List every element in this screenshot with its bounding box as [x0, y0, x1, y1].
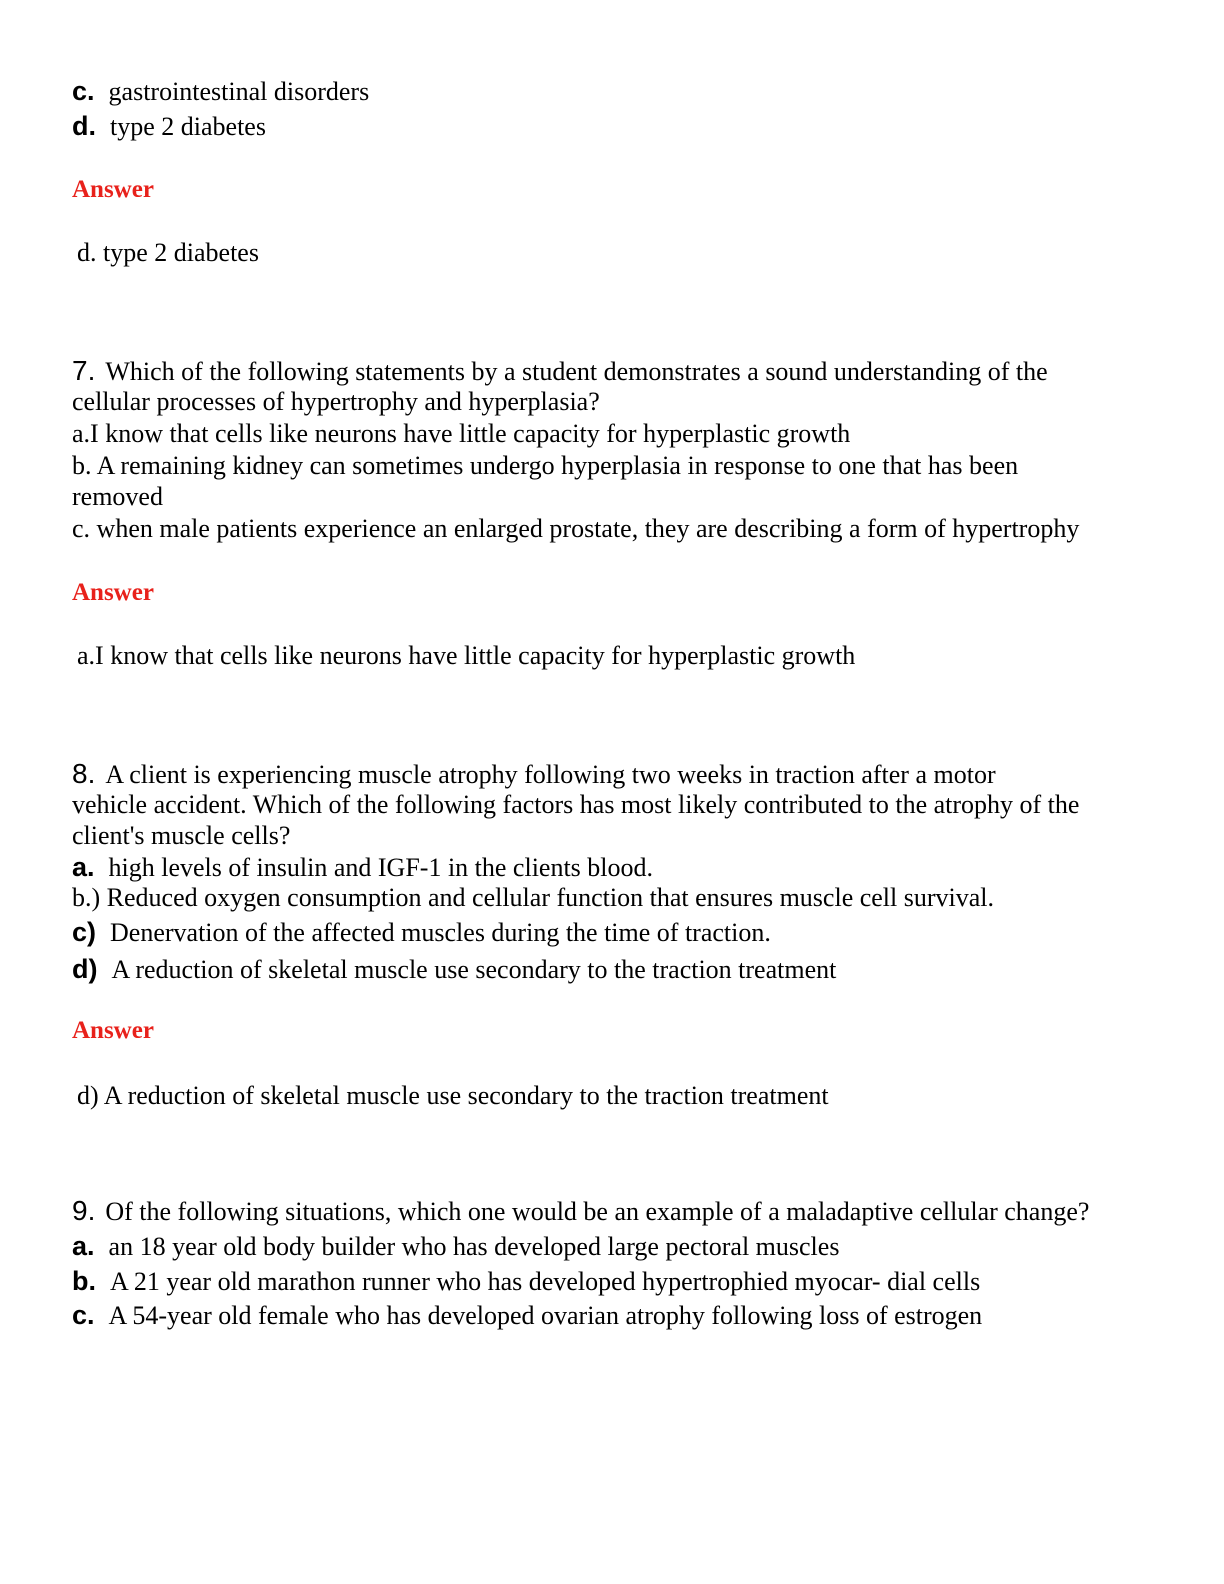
q6-answer-heading: Answer [72, 176, 154, 203]
q9-option-b [72, 1266, 980, 1297]
q9-stem [72, 1196, 1089, 1227]
q8-answer-heading: Answer [72, 1017, 154, 1044]
option-text: gastrointestinal disorders [108, 77, 370, 106]
question-number: 8. [72, 758, 96, 789]
q7-stem [72, 356, 1048, 387]
q8-stem [72, 759, 996, 790]
option-marker: a. [72, 852, 95, 882]
q8-option-d [72, 954, 836, 985]
option-text: an 18 year old body builder who has developed large pectoral muscles [108, 1232, 840, 1261]
q7-option-b: b. A remaining kidney can sometimes undergo hyperplasia in response to one that has been [72, 451, 1019, 480]
stem-text: A client is experiencing muscle atrophy following two weeks in traction after a motor [105, 760, 996, 789]
q7-option-a: a.I know that cells like neurons have little capacity for hyperplastic growth [72, 419, 851, 448]
q8-stem-line2: vehicle accident. Which of the following factors has most likely contributed to the atrophy of the [72, 790, 1080, 819]
q8-answer: d) A reduction of skeletal muscle use secondary to the traction treatment [77, 1081, 829, 1110]
q8-option-b: b.) Reduced oxygen consumption and cellular function that ensures muscle cell survival. [72, 883, 995, 912]
q6-option-d [72, 111, 266, 142]
q8-option-c [72, 917, 771, 948]
q8-option-a [72, 852, 653, 883]
option-marker: c) [72, 917, 97, 947]
q7-answer-heading: Answer [72, 579, 154, 606]
option-marker: b. [72, 1266, 96, 1296]
option-text: Denervation of the affected muscles during the time of traction. [110, 918, 771, 947]
q6-answer: d. type 2 diabetes [77, 238, 259, 267]
q8-stem-line3: client's muscle cells? [72, 821, 291, 850]
q7-option-c: c. when male patients experience an enlarged prostate, they are describing a form of hypertrophy [72, 514, 1080, 543]
q9-option-a [72, 1231, 839, 1262]
q7-answer: a.I know that cells like neurons have little capacity for hyperplastic growth [77, 641, 856, 670]
option-text: A 21 year old marathon runner who has developed hypertrophied myocar- dial cells [110, 1267, 981, 1296]
option-marker: d. [72, 111, 96, 141]
option-text: A 54-year old female who has developed ovarian atrophy following loss of estrogen [108, 1301, 983, 1330]
q7-stem-line2: cellular processes of hypertrophy and hyperplasia? [72, 387, 600, 416]
stem-text: Of the following situations, which one would be an example of a maladaptive cellular change? [105, 1197, 1090, 1226]
q6-option-c [72, 76, 369, 107]
option-text: high levels of insulin and IGF-1 in the clients blood. [108, 853, 654, 882]
option-text: type 2 diabetes [110, 112, 266, 141]
question-number: 9. [72, 1195, 96, 1226]
option-marker: a. [72, 1231, 95, 1261]
stem-text: Which of the following statements by a student demonstrates a sound understanding of the [105, 357, 1048, 386]
option-text: A reduction of skeletal muscle use secondary to the traction treatment [111, 955, 837, 984]
q7-option-b-line2: removed [72, 482, 163, 511]
question-number: 7. [72, 355, 96, 386]
q9-option-c [72, 1300, 982, 1331]
option-marker: d) [72, 954, 98, 984]
option-marker: c. [72, 76, 95, 106]
option-marker: c. [72, 1300, 95, 1330]
